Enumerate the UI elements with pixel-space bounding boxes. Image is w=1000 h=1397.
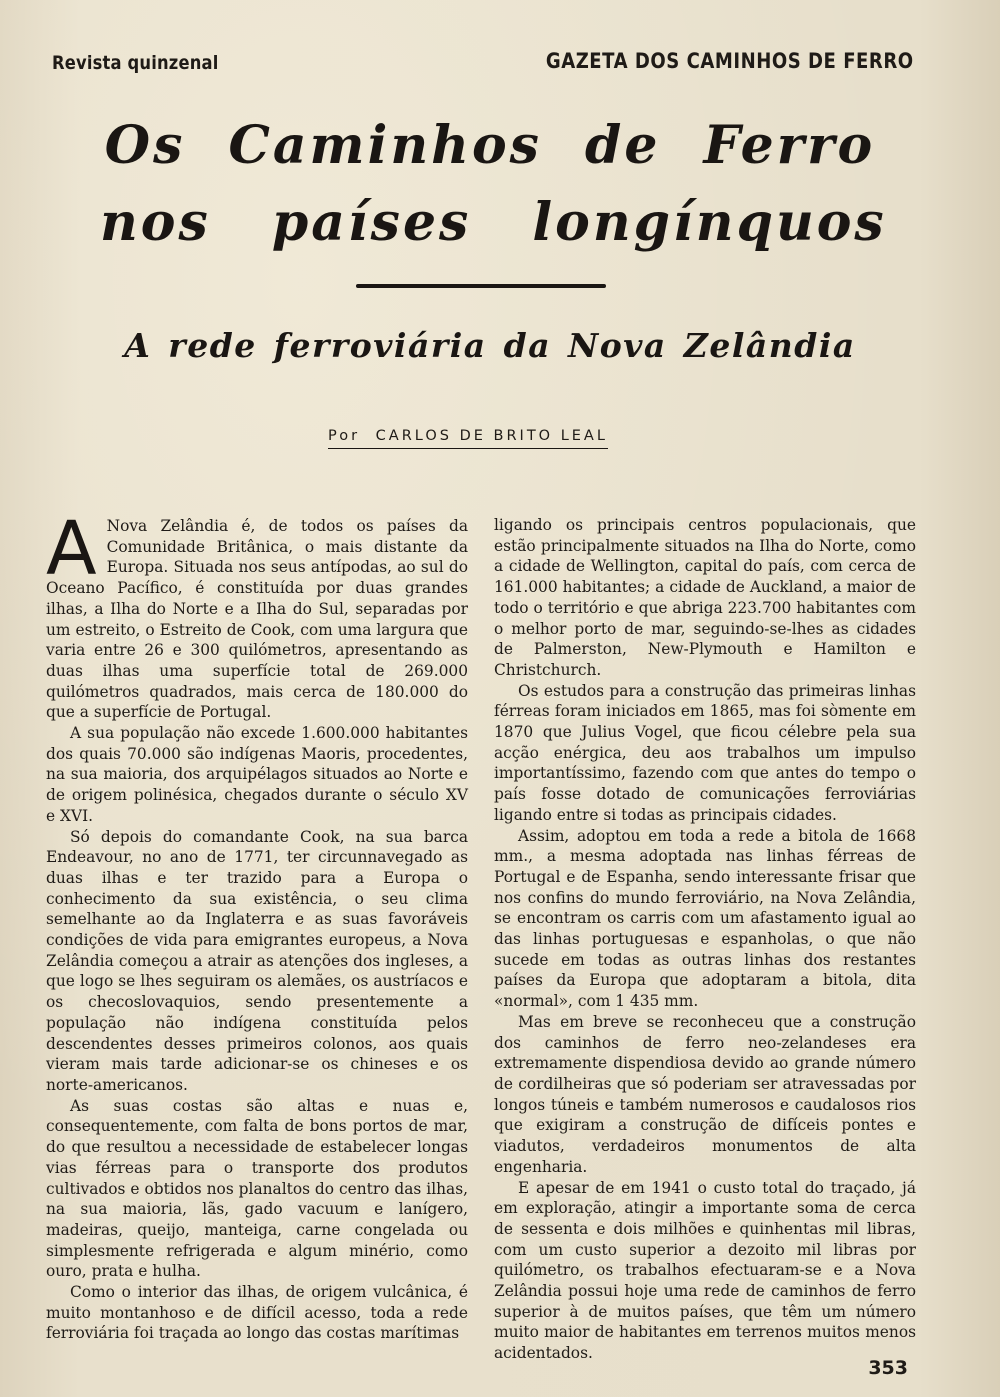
article-title-line-2: nos países longínquos [100,192,887,253]
paragraph: A sua população não excede 1.600.000 habitantes dos quais 70.000 são indígenas Maoris, procedentes, na sua maioria, dos arquipélagos situados ao Norte e de origem polinésica, chegados durante o século XV e XVI. [46,724,468,825]
paragraph: ligando os principais centros populacionais, que estão principalmente situados na Ilha do Norte, como a cidade de Wellington, capital do país, com cerca de 161.000 habitantes; a cidade de Auckland, a maior de todo o território e que abriga 223.700 habitantes com o melhor porto de mar, seguindo-se-lhes as cidades de Palmerston, New-Plymouth e Hamilton e Christchurch. [494,516,916,679]
article-subtitle: A rede ferroviária da Nova Zelândia [124,326,856,365]
paragraph: E apesar de em 1941 o custo total do traçado, já em exploração, atingir a importante soma de cerca de sessenta e dois milhões e quinhentas mil libras, com um custo superior a dezoito mil libras por quilómetro, os trabalhos efectuaram-se e a Nova Zelândia possui hoje uma rede de caminhos de ferro superior à de muitos países, que têm um número muito maior de habitantes em terrenos muitos menos acidentados. [494,1178,916,1363]
byline-prefix: Por [328,428,361,444]
article-column-left [46,506,468,1344]
paragraph-text: Nova Zelândia é, de todos os países da Comunidade Britânica, o mais distante da Europa. Situada nos seus antípodas, ao sul do Oceano Pacífico, é constituída por duas grandes ilhas, a Ilha do Norte e a Ilha do Sul, separadas por um estreito, o Estreito de Cook, com uma largura que varia entre 26 e 300 quilómetros, apresentando as duas ilhas uma superfície total de 269.000 quilómetros quadrados, mais cerca de 180.000 do que a superfície de Portugal. [46,517,468,722]
paragraph: Assim, adoptou em toda a rede a bitola de 1668 mm., a mesma adoptada nas linhas férreas de Portugal e de Espanha, sendo interessante frisar que nos confins do mundo ferroviário, na Nova Zelândia, se encontram os carris com um afastamento igual ao das linhas portuguesas e espanholas, o que não sucede em todas as outras linhas dos restantes países da Europa que adoptaram a bitola, dita «normal», com 1 435 mm. [494,826,916,1011]
paragraph: Mas em breve se reconheceu que a construção dos caminhos de ferro neo-zelandeses era extremamente dispendiosa devido ao grande número de cordilheiras que só poderiam ser atravessadas por longos túneis e também numerosos e caudalosos rios que exigiram a construção de difíceis pontes e viadutos, verdadeiros monumentos de alta engenharia. [494,1012,916,1176]
article-column-right [494,515,916,1364]
paragraph: Só depois do comandante Cook, na sua barca Endeavour, no ano de 1771, ter circunnavegado as duas ilhas e ter trazido para a Europa o conhecimento da sua existência, o seu clima semelhante ao da Inglaterra e as suas favoráveis condições de vida para emigrantes europeus, a Nova Zelândia começou a atrair as atenções dos ingleses, a que logo se lhes seguiram os alemães, os austríacos e os checoslovaquios, sendo presentemente a população não indígena constituída pelos descendentes desses primeiros colonos, aos quais vieram mais tarde adicionar-se os chineses e os norte-americanos. [46,827,468,1094]
drop-cap: A [46,506,97,592]
byline-author: CARLOS DE BRITO LEAL [375,428,608,444]
paragraph: Como o interior das ilhas, de origem vulcânica, é muito montanhoso e de difícil acesso, toda a rede ferroviária foi traçada ao longo das costas marítimas [46,1283,468,1343]
article-title-line-1: Os Caminhos de Ferro [104,115,876,176]
byline [328,428,608,449]
paragraph: Os estudos para a construção das primeiras linhas férreas foram iniciados em 1865, mas foi sòmente em 1870 que Julius Vogel, que ficou célebre pela sua acção enérgica, deu aos trabalhos um impulso importantíssimo, fazendo com que antes do tempo o país fosse dotado de comunicações ferroviárias ligando entre si todas as principais cidades. [494,681,916,824]
paragraph: As suas costas são altas e nuas e, consequentemente, com falta de bons portos de mar, do que resultou a necessidade de estabelecer longas vias férreas para o transporte dos produtos cultivados e obtidos nos planaltos do centro das ilhas, na sua maioria, lãs, gado vacuum e lanígero, madeiras, queijo, manteiga, carne congelada ou simplesmente refrigerada e algum minério, como ouro, prata e hulha. [46,1096,468,1281]
header-publication-frequency: Revista quinzenal [52,52,219,74]
title-divider [356,284,606,288]
paragraph [46,506,468,723]
header-magazine-name: GAZETA DOS CAMINHOS DE FERRO [546,49,914,73]
page-number: 353 [868,1357,908,1379]
